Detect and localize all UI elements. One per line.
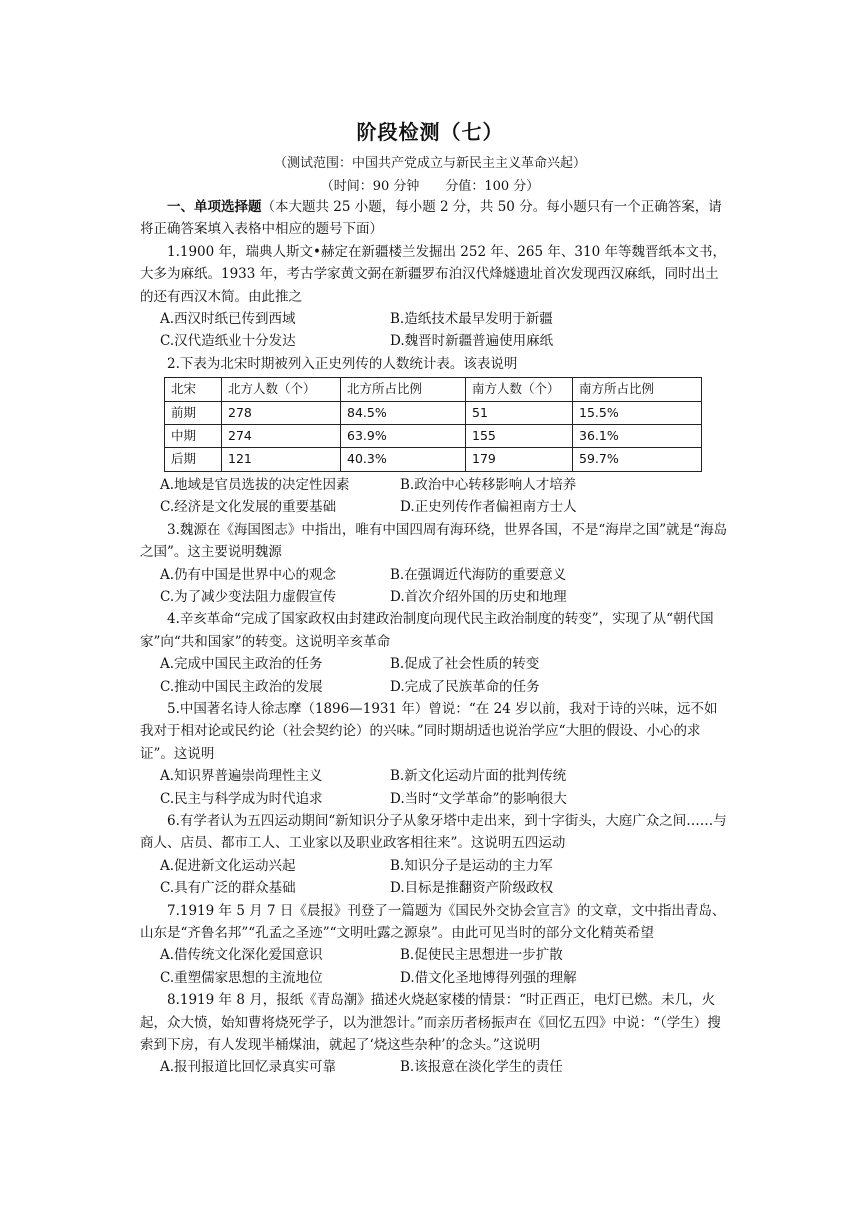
option-c: C.汉代造纸业十分发达 [160,333,296,350]
option-d: D.借文化圣地博得列强的理解 [400,969,577,986]
option-c: C.推动中国民主政治的发展 [160,678,323,695]
option-c: C.经济是文化发展的重要基础 [160,499,337,516]
option-c: C.具有广泛的群众基础 [160,880,296,897]
option-d: D.完成了民族革命的任务 [390,678,540,695]
table-row [165,401,702,424]
table-cell: 121 [222,448,341,471]
table-cell: 后期 [165,448,222,471]
time-and-score: （时间：90 分钟 分值：100 分） [320,179,540,194]
option-b: B.政治中心转移影响人才培养 [400,476,577,493]
table-header-cell: 南方人数（个） [466,378,573,401]
table-cell: 59.7% [573,448,702,471]
question-8-stem: 8.1919 年 8 月，报纸《青岛潮》描述火烧赵家楼的情景：“时正酉正，电灯已燃。未几，火起，众大愤，始知曹将烧死学子，以为泄怨计。”而亲历者杨振声在《回忆五四》中说：“（学生）搜索到下房，有人发现半桶煤油，就起了‘烧这些杂种’的念头。”这说明 [140,992,721,1054]
option-a: A.知识界普遍崇尚理性主义 [160,768,323,785]
table-cell: 278 [222,401,341,424]
table-cell: 51 [466,401,573,424]
option-a: A.西汉时纸已传到西域 [160,311,296,328]
table-header-cell: 北宋 [165,378,222,401]
table-row [165,448,702,471]
question-1-options-row-1 [140,308,730,330]
option-a: A.完成中国民主政治的任务 [160,656,323,673]
table-cell: 84.5% [341,401,466,424]
option-a: A.地域是官员选拔的决定性因素 [160,476,350,493]
question-4-options-row-1 [140,653,730,675]
option-c: C.为了减少变法阻力虚假宣传 [160,588,337,605]
option-b: B.造纸技术最早发明于新疆 [390,311,553,328]
question-4-options-row-2 [140,676,730,698]
table-cell: 36.1% [573,425,702,448]
table-header-cell: 北方人数（个） [222,378,341,401]
question-7-options-row-2 [140,967,730,989]
section-heading-label: 一、单项选择题 [167,199,262,215]
option-d: D.首次介绍外国的历史和地理 [390,588,567,605]
table-header-cell: 北方所占比例 [341,378,466,401]
table-cell: 155 [466,425,573,448]
exam-content [140,196,730,1079]
option-a: A.促进新文化运动兴起 [160,857,296,874]
option-a: A.仍有中国是世界中心的观念 [160,566,337,583]
option-a: A.借传统文化深化爱国意识 [160,947,323,964]
statistics-table [164,377,702,472]
question-2-options-row-1 [140,474,730,496]
question-3-stem: 3.魏源在《海国图志》中指出，唯有中国四周有海环绕，世界各国，不是“海岸之国”就是“海岛之国”。这主要说明魏源 [140,521,728,561]
option-d: D.正史列传作者偏袒南方士人 [400,499,577,516]
question-1-stem: 1.1900 年，瑞典人斯文•赫定在新疆楼兰发掘出 252 年、265 年、310 年等魏晋纸本文书，大多为麻纸。1933 年，考古学家黄文弼在新疆罗布泊汉代烽燧遗址首次发现西汉麻纸，同时出土的还有西汉木简。由此推之 [140,243,726,305]
question-5-options-row-1 [140,765,730,787]
table-row [165,425,702,448]
option-b: B.促使民主思想进一步扩散 [400,947,563,964]
question-3-options-row-1 [140,564,730,586]
question-2-stem: 2.下表为北宋时期被列入正史列传的人数统计表。该表说明 [167,355,518,372]
table-header-row [165,378,702,401]
section-heading [140,196,730,241]
option-b: B.知识分子是运动的主力军 [390,857,553,874]
option-a: A.报刊报道比回忆录真实可靠 [160,1059,337,1076]
option-b: B.新文化运动片面的批判传统 [390,768,567,785]
question-1-options-row-2 [140,330,730,352]
test-scope: （测试范围：中国共产党成立与新民主主义革命兴起） [273,156,586,171]
table-cell: 63.9% [341,425,466,448]
option-b: B.该报意在淡化学生的责任 [400,1059,563,1076]
table-header-cell: 南方所占比例 [573,378,702,401]
table-cell: 274 [222,425,341,448]
question-8-options-row-1 [140,1056,730,1078]
question-5-options-row-2 [140,788,730,810]
option-d: D.魏晋时新疆普遍使用麻纸 [390,333,554,350]
option-b: B.在强调近代海防的重要意义 [390,566,567,583]
table-cell: 40.3% [341,448,466,471]
table-cell: 前期 [165,401,222,424]
section-heading-instructions: （本大题共 25 小题，每小题 2 分，共 50 分。每小题只有一个正确答案，请将正确答案填入表格中相应的题号下面） [140,199,722,238]
question-7-options-row-1 [140,944,730,966]
question-3-options-row-2 [140,586,730,608]
table-cell: 15.5% [573,401,702,424]
question-7-stem: 7.1919 年 5 月 7 日《晨报》刊登了一篇题为《国民外交协会宣言》的文章，文中指出青岛、山东是“齐鲁名邦”“孔孟之圣迹”“文明吐露之源泉”。由此可见当时的部分文化精英希望 [140,902,726,941]
table-cell: 179 [466,448,573,471]
option-b: B.促成了社会性质的转变 [390,656,540,673]
option-d: D.当时“文学革命”的影响很大 [390,790,567,807]
question-6-stem: 6.有学者认为五四运动期间“新知识分子从象牙塔中走出来，到十字街头，大庭广众之间……与商人、店员、都市工人、工业家以及职业政客相往来”。这说明五四运动 [140,812,727,852]
question-6-options-row-1 [140,855,730,877]
page-title: 阶段检测（七） [356,120,504,144]
question-4-stem: 4.辛亥革命“完成了国家政权由封建政治制度向现代民主政治制度的转变”，实现了从“朝代国家”向“共和国家”的转变。这说明辛亥革命 [140,611,714,650]
question-5-stem: 5.中国著名诗人徐志摩（1896—1931 年）曾说：“在 24 岁以前，我对于诗的兴味，远不如我对于相对论或民约论（社会契约论）的兴味。”同时期胡适也说治学应“大胆的假设、小心的求证”。这说明 [140,700,718,762]
option-c: C.民主与科学成为时代追求 [160,790,323,807]
table-cell: 中期 [165,425,222,448]
option-c: C.重塑儒家思想的主流地位 [160,969,323,986]
question-6-options-row-2 [140,877,730,899]
question-2-options-row-2 [140,496,730,518]
option-d: D.目标是推翻资产阶级政权 [390,880,554,897]
